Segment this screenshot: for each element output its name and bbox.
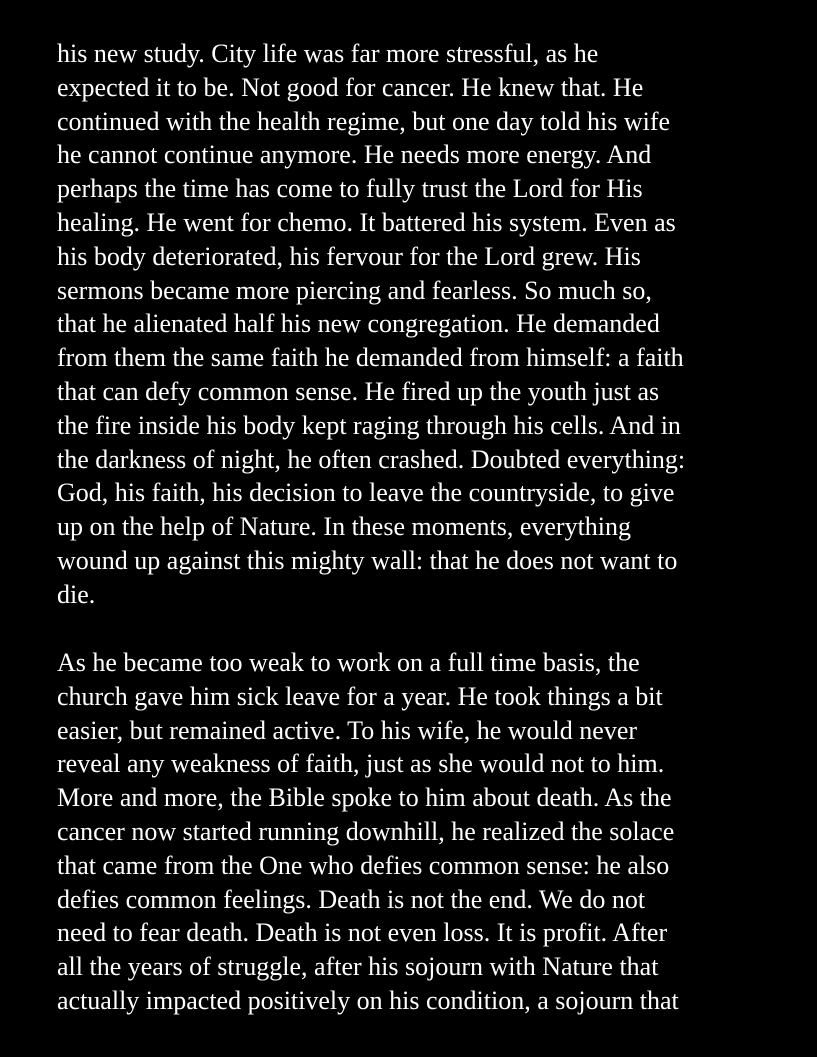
text-line: need to fear death. Death is not even loss. It is profit. After xyxy=(57,918,668,948)
text-line: that can defy common sense. He fired up the youth just as xyxy=(57,376,660,406)
text-line: up on the help of Nature. In these moments, everything xyxy=(57,512,632,542)
text-line: die. xyxy=(57,579,96,609)
text-line: church gave him sick leave for a year. He took things a bit xyxy=(57,681,663,711)
text-line: wound up against this mighty wall: that he does not want to xyxy=(57,545,678,575)
text-line: expected it to be. Not good for cancer. He knew that. He xyxy=(57,72,644,102)
paragraph-2 xyxy=(57,646,679,1018)
text-line: that he alienated half his new congregation. He demanded xyxy=(57,309,660,339)
text-line: from them the same faith he demanded from himself: a faith xyxy=(57,343,684,373)
text-line: continued with the health regime, but one day told his wife xyxy=(57,106,671,136)
text-line: cancer now started running downhill, he realized the solace xyxy=(57,816,675,846)
text-line: actually impacted positively on his condition, a sojourn that xyxy=(57,985,679,1015)
text-line: easier, but remained active. To his wife, he would never xyxy=(57,715,638,745)
text-line: his new study. City life was far more stressful, as he xyxy=(57,39,599,68)
text-line: that came from the One who defies common sense: he also xyxy=(57,850,670,880)
text-line: God, his faith, his decision to leave the countryside, to give xyxy=(57,478,675,508)
paragraph-1 xyxy=(57,37,685,612)
text-line: reveal any weakness of faith, just as she would not to him. xyxy=(57,749,665,779)
text-line: he cannot continue anymore. He needs more energy. And xyxy=(57,140,652,170)
text-line: perhaps the time has come to fully trust the Lord for His xyxy=(57,174,643,204)
text-line: sermons became more piercing and fearless. So much so, xyxy=(57,275,652,305)
text-line: healing. He went for chemo. It battered his system. Even as xyxy=(57,207,676,237)
text-line: As he became too weak to work on a full time basis, the xyxy=(57,648,640,677)
text-line: the fire inside his body kept raging through his cells. And in xyxy=(57,410,681,440)
text-line: all the years of struggle, after his sojourn with Nature that xyxy=(57,952,659,982)
text-line: defies common feelings. Death is not the end. We do not xyxy=(57,884,646,914)
text-line: More and more, the Bible spoke to him about death. As the xyxy=(57,783,672,813)
text-line: his body deteriorated, his fervour for the Lord grew. His xyxy=(57,241,641,271)
text-line: the darkness of night, he often crashed. Doubted everything: xyxy=(57,444,686,474)
